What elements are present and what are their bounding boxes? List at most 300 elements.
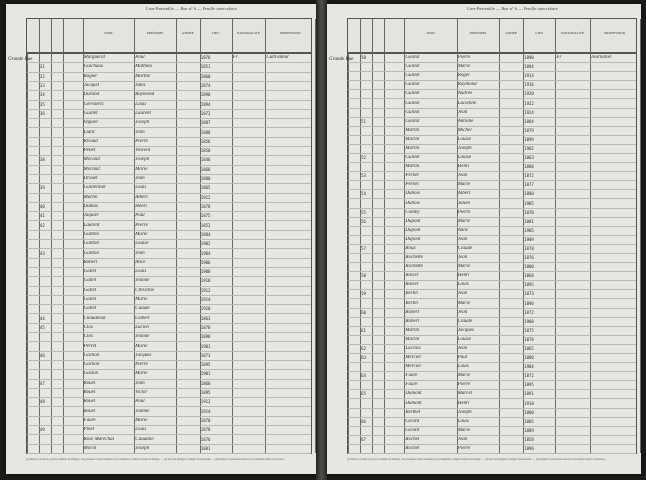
row-divider [27, 202, 311, 203]
table-cell: Rouet [83, 399, 96, 405]
table-cell: 58 [361, 273, 366, 279]
table-cell: 54 [361, 191, 366, 197]
row-divider [27, 248, 311, 249]
table-cell: Dubois [405, 191, 420, 197]
table-cell: 1878 [200, 427, 211, 433]
table-cell: Laurent [83, 222, 100, 228]
row-divider [348, 108, 636, 109]
row-divider [27, 174, 311, 175]
row-divider [27, 183, 311, 184]
table-cell: 43 [39, 250, 45, 256]
table-cell: Jean [135, 250, 145, 256]
table-cell: Bertin [405, 291, 418, 297]
table-cell: Marie [457, 373, 470, 379]
column-header-label: ANNÉE [181, 31, 194, 35]
column-header-label: PRÉNOMS [146, 31, 164, 35]
table-cell: 1891 [524, 391, 534, 397]
table-cell: 1846 [200, 157, 211, 163]
column-header-label: NATIONALITÉ [560, 31, 585, 35]
table-cell: Rochette [405, 264, 423, 270]
table-cell: 1884 [200, 231, 211, 237]
table-cell: Guillot [405, 55, 420, 61]
column-divider [176, 53, 177, 453]
row-divider [348, 389, 636, 390]
table-cell: Joseph [135, 445, 150, 451]
table-cell: Robert [83, 259, 98, 265]
table-cell: 51 [361, 118, 366, 124]
table-cell: Albert [135, 194, 148, 200]
table-cell: 1877 [524, 182, 534, 188]
column-divider [27, 53, 28, 453]
table-cell: 1916 [524, 82, 534, 88]
table-cell: 66 [361, 418, 366, 424]
table-cell: 1876 [524, 255, 534, 261]
table-cell: Pernet [405, 182, 419, 188]
footnote: (1) Dans la colonne 4, porter le numéro du ménage ; les personnes vivant isolément sont considérées comme formant un ménage. — (2) Pour les étrangers, indiquer la nationalité. — (3) Indiquer la profession exercée et la situation dans la profession. [26, 458, 285, 461]
table-cell: Gachon [83, 352, 100, 358]
table-cell: Ravier [405, 273, 419, 279]
table-cell: Jean [457, 173, 468, 179]
table-cell: 1890 [524, 300, 534, 306]
table-cell: 33 [39, 83, 45, 89]
table-cell: Martin [405, 336, 420, 342]
table-cell: Jeanne [135, 278, 150, 284]
table-cell: Marie [135, 343, 148, 349]
table-cell: Journalier [590, 55, 612, 61]
column-header [555, 19, 590, 53]
table-cell: 1912 [200, 194, 211, 200]
row-divider [348, 317, 636, 318]
table-cell: Pierre [457, 55, 471, 61]
table-cell: Marie [457, 427, 470, 433]
table-cell: Jean [457, 345, 468, 351]
table-cell: Pierre [135, 138, 148, 144]
page-header-title: Lieu-Pontenille — Rue n° 6 — Feuille intercalaire [146, 6, 237, 11]
book-gutter [316, 0, 327, 480]
row-divider [27, 100, 311, 101]
row-divider [27, 351, 311, 352]
column-header-label: LIEU [535, 31, 544, 35]
table-cell: 40 [39, 203, 45, 209]
table-cell: Dubois [405, 200, 420, 206]
column-header [523, 19, 556, 53]
row-divider [27, 155, 311, 156]
table-cell: Martin [405, 136, 420, 142]
table-cell: 1912 [200, 287, 211, 293]
table-cell: Louis [457, 364, 469, 370]
table-cell: 1872 [524, 173, 534, 179]
row-divider [348, 98, 636, 99]
table-cell: 1888 [524, 164, 534, 170]
table-cell: Henri [457, 400, 470, 406]
table-cell: Louise [135, 241, 149, 247]
column-header [590, 19, 641, 53]
table-cell: 42 [39, 222, 45, 228]
table-cell: Alice [135, 259, 146, 265]
table-cell: Jean [135, 129, 145, 135]
table-cell: 53 [361, 173, 366, 179]
table-cell: 1887 [200, 120, 211, 126]
table-cell: 1880 [524, 409, 534, 415]
table-cell: 1873 [524, 291, 534, 297]
row-divider [27, 360, 311, 361]
table-cell: Viguier [83, 120, 99, 126]
table-cell: 1924 [524, 109, 534, 115]
column-header-label: ANNÉE [505, 31, 518, 35]
table-cell: 1896 [524, 445, 534, 451]
row-divider [27, 313, 311, 314]
table-cell: Andrée [457, 91, 473, 97]
table-cell: Girard [405, 418, 420, 424]
row-divider [348, 144, 636, 145]
table-cell: Martin [83, 194, 98, 200]
table-cell: 56 [361, 218, 366, 224]
table-cell: Dupont [405, 236, 421, 242]
row-divider [27, 81, 311, 82]
table-cell: Marie [135, 371, 148, 377]
row-divider [348, 426, 636, 427]
table-cell: 1908 [200, 269, 211, 275]
table-cell: Martin [405, 327, 420, 333]
column-divider [63, 53, 64, 453]
table-cell: Comby [405, 209, 420, 215]
table-cell: 1905 [524, 227, 534, 233]
table-cell: Durand [83, 92, 100, 98]
table-cell: 39 [39, 185, 45, 191]
row-divider [27, 444, 311, 445]
table-cell: Martin [405, 145, 420, 151]
row-divider [27, 369, 311, 370]
table-cell: Dupont [405, 227, 421, 233]
table-cell: Anne [457, 227, 469, 233]
table-cell: 1875 [524, 327, 534, 333]
table-cell: 1890 [200, 334, 211, 340]
register-grid [26, 52, 312, 454]
row-divider [348, 126, 636, 127]
table-cell: 57 [361, 245, 366, 251]
table-cell: 1881 [200, 445, 211, 451]
table-cell: Guillot [405, 118, 420, 124]
row-divider [27, 295, 311, 296]
column-header [176, 19, 201, 53]
table-cell: 1865 [200, 185, 211, 191]
column-header-label: PRÉNOMS [469, 31, 487, 35]
table-cell: 1899 [524, 136, 534, 142]
table-cell: Louise [457, 336, 472, 342]
table-cell: Rouet [83, 390, 96, 396]
table-cell: Jeanne [135, 334, 150, 340]
column-header [200, 19, 233, 53]
table-cell: 62 [361, 345, 366, 351]
table-cell: Guichaux [83, 64, 104, 70]
row-divider [348, 235, 636, 236]
table-cell: Albert [457, 191, 471, 197]
table-cell: Chaudenat [83, 315, 106, 321]
row-divider [27, 193, 311, 194]
row-divider [27, 425, 311, 426]
table-cell: Dumont [405, 391, 422, 397]
table-cell: Faure [405, 382, 418, 388]
row-divider [348, 89, 636, 90]
table-cell: Michel [457, 127, 472, 133]
table-cell: Marie [457, 182, 470, 188]
table-cell: Raymond [135, 92, 155, 98]
row-divider [27, 276, 311, 277]
table-cell: Marie [135, 417, 148, 423]
table-cell: 1863 [200, 315, 211, 321]
table-cell: Henri [457, 164, 470, 170]
table-cell: Pernet [405, 173, 419, 179]
table-cell: 1894 [200, 101, 211, 107]
table-cell: 46 [39, 352, 45, 358]
table-cell: 1852 [200, 222, 211, 228]
table-cell: Jean [457, 309, 468, 315]
column-divider [51, 53, 52, 453]
footnote: (1) Dans la colonne 4, porter le numéro du ménage ; les personnes vivant isolément sont considérées comme formant un ménage. — (2) Pour les étrangers, indiquer la nationalité. — (3) Indiquer la profession exercée et la situation dans la profession. [347, 458, 606, 461]
row-divider [348, 344, 636, 345]
row-divider [348, 262, 636, 263]
row-divider [348, 289, 636, 290]
table-cell: Martin [405, 164, 420, 170]
table-cell: Louis [135, 427, 147, 433]
table-cell: 1908 [524, 318, 534, 324]
column-header [499, 19, 524, 53]
row-divider [348, 226, 636, 227]
table-cell: 45 [39, 324, 45, 330]
table-cell: Roger [457, 73, 470, 79]
column-header [404, 19, 457, 53]
row-divider [348, 408, 636, 409]
table-cell: Morand [83, 166, 100, 172]
table-cell: Paul [135, 399, 145, 405]
table-cell: Pierre [135, 222, 148, 228]
table-cell: Clos [83, 324, 93, 330]
column-header [265, 19, 316, 53]
table-cell: Jules [135, 83, 146, 89]
table-cell: 1878 [200, 55, 211, 61]
table-cell: Marie [457, 218, 470, 224]
table-cell: Lucien [135, 324, 149, 330]
row-divider [27, 211, 311, 212]
table-cell: Ravier [405, 282, 419, 288]
table-cell: Guillot [405, 100, 420, 106]
table-cell: 41 [39, 213, 45, 219]
table-cell: 1905 [524, 200, 534, 206]
table-cell: 1858 [524, 436, 534, 442]
column-header-label: NOM [426, 31, 435, 35]
table-cell: Gaston [83, 371, 99, 377]
table-cell: 67 [361, 436, 366, 442]
table-cell: Paul [135, 213, 145, 219]
row-divider [348, 208, 636, 209]
table-cell: Pierre [457, 445, 471, 451]
row-divider [27, 388, 311, 389]
table-cell: Lucienne [457, 100, 477, 106]
row-divider [27, 230, 311, 231]
table-cell: Gilbert [135, 315, 150, 321]
table-cell: Joseph [135, 120, 150, 126]
table-cell: 32 [39, 73, 45, 79]
table-cell: 49 [39, 427, 45, 433]
row-divider [27, 397, 311, 398]
row-divider [348, 380, 636, 381]
page-header-title: Lieu-Pontenille — Rue n° 6 — Feuille intercalaire [467, 6, 558, 11]
table-cell: Pellet [83, 148, 96, 154]
table-cell: Henri [135, 203, 147, 209]
table-cell: Joseph [135, 157, 150, 163]
row-divider [27, 137, 311, 138]
table-cell: 1909 [524, 236, 534, 242]
column-header-band [26, 18, 312, 54]
table-cell: 65 [361, 391, 366, 397]
table-cell: Marthe [135, 73, 150, 79]
table-cell: 1875 [200, 213, 211, 219]
table-cell: Jean [457, 255, 468, 261]
row-divider [27, 165, 311, 166]
table-cell: Louis [135, 101, 147, 107]
table-cell: Rogier [83, 73, 98, 79]
table-cell: 1884 [524, 118, 534, 124]
table-cell: 1866 [200, 166, 211, 172]
column-header-band [347, 18, 637, 54]
table-cell: 1878 [200, 203, 211, 209]
table-cell: Jean [135, 380, 145, 386]
row-divider [348, 453, 636, 454]
row-divider [348, 71, 636, 72]
table-cell: 1904 [524, 364, 534, 370]
table-cell: Rochette [405, 255, 423, 261]
table-cell: Morand [83, 157, 100, 163]
table-cell: Mathieu [135, 64, 152, 70]
table-cell: Marguerat [83, 55, 106, 61]
table-cell: Claude [457, 245, 473, 251]
table-cell: Pierre [457, 382, 471, 388]
table-cell: 1878 [524, 336, 534, 342]
table-cell: Jacques [457, 327, 474, 333]
table-cell: 55 [361, 209, 366, 215]
table-cell: Guillot [405, 82, 420, 88]
row-divider [348, 171, 636, 172]
row-divider [348, 189, 636, 190]
row-divider [348, 117, 636, 118]
table-cell: Claude [135, 306, 150, 312]
table-cell: 61 [361, 327, 366, 333]
row-divider [348, 444, 636, 445]
row-divider [348, 180, 636, 181]
column-header-label: PROFESSION [279, 31, 301, 35]
row-divider [27, 304, 311, 305]
table-cell: Robert [405, 309, 419, 315]
table-cell: Berthet [405, 409, 421, 415]
row-divider [348, 298, 636, 299]
column-divider [265, 53, 266, 453]
table-cell: Faure [83, 417, 96, 423]
table-cell: 1906 [200, 259, 211, 265]
table-cell: Gachon [83, 362, 100, 368]
street-name: Grande Rue [8, 57, 33, 62]
table-cell: 47 [39, 380, 45, 386]
row-divider [27, 332, 311, 333]
table-cell: 1850 [200, 148, 211, 154]
table-cell: Bertin [405, 300, 418, 306]
table-cell: Perret [83, 343, 97, 349]
table-cell: 1904 [200, 250, 211, 256]
table-cell: Fr [232, 55, 238, 61]
column-header-label: LIEU [211, 31, 220, 35]
row-divider [27, 90, 311, 91]
table-cell: Robert [405, 318, 419, 324]
table-cell: 1863 [524, 155, 534, 161]
column-header-label: NOM [104, 31, 113, 35]
row-divider [27, 453, 311, 454]
table-cell: 1880 [200, 176, 211, 182]
table-cell: Antoine [457, 118, 474, 124]
table-cell: Rouet [83, 380, 96, 386]
table-cell: 1865 [524, 345, 534, 351]
table-cell: Jaquier [83, 213, 99, 219]
table-cell: Gallet [83, 297, 97, 302]
table-cell: 1894 [524, 64, 534, 70]
table-cell: Marie [457, 264, 470, 270]
table-cell: 1872 [200, 110, 211, 116]
table-cell: Gallet [83, 306, 97, 312]
table-cell: 63 [361, 355, 366, 361]
table-cell: 64 [361, 373, 366, 379]
table-cell: Jean [457, 109, 468, 115]
table-cell: 1914 [524, 73, 534, 79]
table-cell: Vincent [135, 148, 151, 154]
table-cell: 1880 [524, 264, 534, 270]
row-divider [27, 220, 311, 221]
table-cell: 1902 [200, 241, 211, 247]
table-cell: 1889 [524, 427, 534, 433]
table-cell: 1920 [524, 91, 534, 97]
table-cell: Marie [135, 166, 148, 172]
row-divider [348, 280, 636, 281]
table-cell: Claude [457, 318, 473, 324]
table-cell: 1880 [524, 191, 534, 197]
row-divider [348, 335, 636, 336]
table-cell: Jean [135, 176, 145, 182]
row-divider [27, 323, 311, 324]
table-cell: Marie [457, 300, 470, 306]
table-cell: Dumas [83, 203, 98, 209]
table-cell: 1879 [524, 127, 534, 133]
table-cell: Pierre [457, 209, 471, 215]
table-cell: 1860 [200, 73, 211, 79]
column-header [83, 19, 136, 53]
table-cell: Joseph [457, 409, 472, 415]
table-cell: Paul [135, 55, 145, 61]
table-cell: 1895 [200, 362, 211, 368]
table-cell: Pierre [135, 362, 148, 368]
table-cell: Liard [83, 129, 95, 135]
column-header [384, 19, 405, 53]
table-cell: Guillet [83, 110, 98, 116]
row-divider [348, 371, 636, 372]
column-header-label: PROFESSION [604, 31, 626, 35]
register-grid [347, 52, 637, 454]
table-cell: 1874 [200, 83, 211, 89]
table-cell: Guillot [405, 91, 420, 97]
table-cell: 1922 [524, 100, 534, 106]
table-cell: Claudine [135, 436, 154, 442]
left-page [6, 4, 316, 474]
table-cell: Julien [457, 200, 470, 206]
table-cell: Jean [457, 236, 468, 242]
table-cell: Guillot [405, 155, 420, 161]
row-divider [27, 341, 311, 342]
